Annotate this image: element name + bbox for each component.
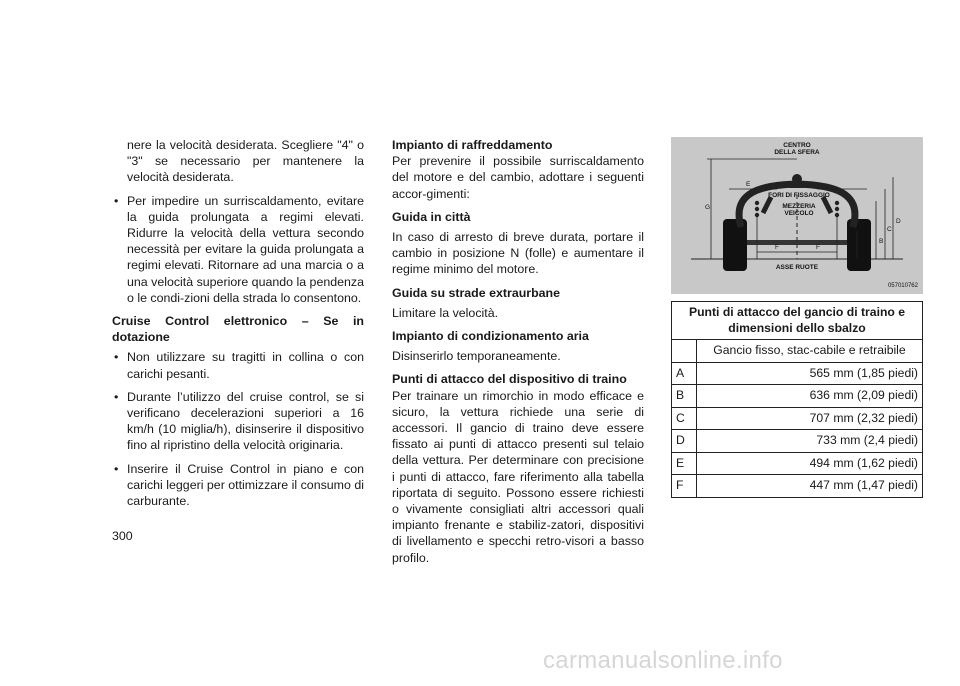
hitch-diagram: [671, 137, 923, 294]
list-item: • Non utilizzare su tragitti in collina o con carichi pesanti.: [112, 349, 364, 381]
table-value: 733 mm (2,4 piedi): [697, 430, 923, 453]
table-key: F: [672, 475, 697, 498]
left-column: [112, 137, 364, 516]
label-fori: FORI DI FISSAGGIO: [768, 192, 830, 199]
paragraph-highway: Limitare la velocità.: [392, 305, 499, 320]
hitch-diagram-svg: [671, 137, 923, 294]
section-heading-cruise-control: Cruise Control elettronico – Se in dotazione: [112, 314, 364, 345]
bullet-list-cooling: [112, 193, 364, 306]
heading-city-driving: Guida in città: [392, 209, 471, 224]
list-item: • Per impedire un surriscaldamento, evitare la guida prolungata a regimi elevati. Ridurre la velocità della vettura secondo necessità per evitare la guida prolungata a regimi elevati. Ritornare ad una marcia o a una velocità superiore quando la pendenza o le condi-zioni della strada lo consentono.: [112, 193, 364, 306]
paragraph-towing: Per trainare un rimorchio in modo efficace e sicuro, la vettura richiede una serie di accessori. Il gancio di traino deve essere fissato ai punti di attacco presenti sul telaio della vettura. Per determinare con precisione i punti di attacco, fare riferimento alla tabella riportata di seguito. Possono essere richiesti o vivamente consigliati altri accessori quali impianto frenante e stabiliz-zatori, dispositivi di livellamento e specchi retro-visori a basso profilo.: [392, 388, 644, 565]
table-row: [672, 407, 923, 430]
heading-air-conditioning: Impianto di condizionamento aria: [392, 329, 589, 344]
table-subheader: Gancio fisso, stac-cabile e retraibile: [697, 340, 923, 363]
figure-code: 057010762: [887, 283, 918, 289]
label-sfera: DELLA SFERA: [774, 149, 820, 156]
table-value: 494 mm (1,62 piedi): [697, 452, 923, 475]
table-key: D: [672, 430, 697, 453]
watermark: carmanualsonline.info: [543, 647, 783, 674]
table-header-row: [672, 302, 923, 340]
heading-highway: Guida su strade extraurbane: [392, 285, 561, 300]
dim-a-label: A: [851, 244, 856, 251]
label-asse-ruote: ASSE RUOTE: [775, 264, 819, 271]
table-row: [672, 430, 923, 453]
label-centro: CENTRO: [783, 142, 811, 149]
dim-c-label: C: [887, 226, 892, 233]
table-cell-empty: [672, 340, 697, 363]
continued-paragraph: nere la velocità desiderata. Scegliere "4" o "3" se necessario per mantenere la velocità desiderata.: [127, 138, 364, 185]
table-row: [672, 385, 923, 408]
dim-f2-label: F: [816, 244, 820, 251]
paragraph-city: In caso di arresto di breve durata, portare il cambio in posizione N (folle) e aumentare il regime minimo del motore.: [392, 230, 644, 277]
table-value: 447 mm (1,47 piedi): [697, 475, 923, 498]
paragraph-air-conditioning: Disinserirlo temporaneamente.: [392, 349, 561, 364]
heading-towing-points: Punti di attacco del dispositivo di traino: [392, 372, 627, 387]
table-row: [672, 362, 923, 385]
paragraph-cooling: Per prevenire il possibile surriscaldamento del motore e del cambio, adottare i seguenti accor-gimenti:: [392, 154, 644, 201]
table-title: Punti di attacco del gancio di traino e dimensioni dello sbalzo: [672, 302, 923, 340]
table-key: B: [672, 385, 697, 408]
label-mezzeria: MEZZERIA: [782, 203, 816, 210]
table-value: 636 mm (2,09 piedi): [697, 385, 923, 408]
table-value: 565 mm (1,85 piedi): [697, 362, 923, 385]
list-item: • Durante l’utilizzo del cruise control, se si verificano decelerazioni superiori a 16 km/h (10 miglia/h), disinserire il dispositivo fino al ripristino della velocità originaria.: [112, 389, 364, 454]
left-tire: [723, 219, 747, 271]
middle-column: [392, 137, 644, 573]
page-number: 300: [112, 529, 133, 543]
heading-cooling-system: Impianto di raffreddamento: [392, 138, 553, 152]
dim-f1-label: F: [775, 244, 779, 251]
table-key: E: [672, 452, 697, 475]
dim-g-label: G: [705, 204, 711, 211]
hitch-dimensions-table: [671, 301, 923, 498]
list-item: • Inserire il Cruise Control in piano e con carichi leggeri per ottimizzare il consumo di carburante.: [112, 461, 364, 510]
dim-d-label: D: [896, 218, 901, 225]
label-veicolo: VEICOLO: [784, 210, 814, 217]
table-value: 707 mm (2,32 piedi): [697, 407, 923, 430]
table-row: [672, 452, 923, 475]
table-key: A: [672, 362, 697, 385]
table-row: [672, 475, 923, 498]
dim-e-label: E: [746, 181, 751, 188]
hitch-receiver: [789, 182, 805, 188]
table-key: C: [672, 407, 697, 430]
table-subheader-row: [672, 340, 923, 363]
bullet-list-cruise: [112, 349, 364, 509]
dim-b-label: B: [879, 238, 884, 245]
